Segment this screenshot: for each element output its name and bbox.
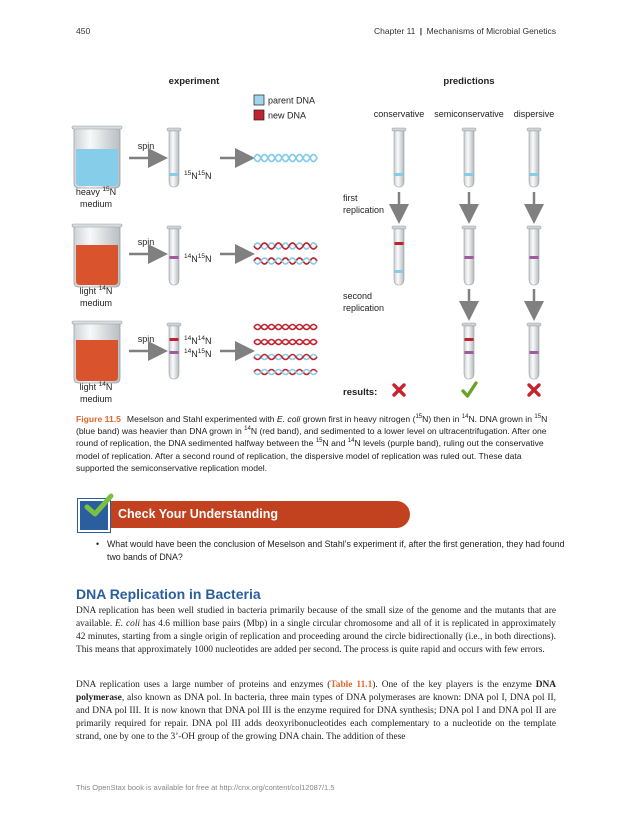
tube-label-upper: $^{14}N^{14}N$ [184, 335, 212, 346]
legend-parent-label: parent DNA [268, 95, 316, 106]
medium-label: heavy $^{15}$N [75, 186, 117, 197]
question-text: What would have been the conclusion of Meselson and Stahl’s experiment if, after the first generation, they had found two bands of DNA? [107, 539, 565, 562]
medium-label: light $^{14}$N [79, 381, 113, 392]
header-separator: | [419, 26, 423, 36]
tube-generation-0 [529, 131, 539, 187]
heavy-medium-liquid [76, 149, 118, 186]
page-number: 450 [76, 26, 91, 36]
band-blue [530, 173, 539, 176]
experiment-row-light-2 [72, 321, 317, 404]
band-blue [395, 270, 404, 273]
first-replication-label: first replication [343, 193, 385, 215]
legend-new-swatch [254, 110, 264, 120]
medium-suffix: medium [79, 394, 113, 404]
tube-generation-0 [464, 131, 474, 187]
tube-label-lower: $^{14}N^{15}N$ [184, 348, 212, 359]
band-blue [395, 173, 404, 176]
second-replication-label: second replication [343, 291, 385, 313]
result-semiconservative-check-icon [463, 383, 476, 396]
dna-helix-second-generation [254, 325, 317, 375]
band-blue [465, 173, 474, 176]
medium-label: light $^{14}$N [79, 285, 113, 296]
body-paragraph-2: DNA replication uses a large number of proteins and enzymes (Table 11.1). One of the key players is the enzyme DNA polymerase, also known as DNA pol. In bacteria, three main types of DNA polymerases are known: DNA pol I, DNA pol II, and DNA pol III. It is now known that DNA pol III is the enzyme required for DNA synthesis; DNA pol I and DNA pol II are primarily required for repair. DNA pol III adds deoxyribonucleotides each complementary to a nucleotide on the template strand, one by one to the 3’-OH group of the growing DNA chain. The addition of these [76, 680, 556, 743]
section-title: DNA Replication in Bacteria [76, 586, 261, 602]
chapter-label: Chapter 11 [373, 26, 416, 36]
check-understanding-title: Check Your Understanding [118, 507, 278, 521]
legend-new-label: new DNA [268, 110, 307, 121]
band-purple [465, 256, 474, 259]
model-semiconservative-label: semiconservative [434, 109, 504, 119]
result-dispersive-cross-icon [529, 385, 539, 395]
bullet-icon: • [96, 539, 100, 549]
light-medium-liquid [76, 340, 118, 381]
tube-generation-1 [394, 229, 404, 285]
page-footer: This OpenStax book is available for free at http://cnx.org/content/col12087/1.5 [76, 783, 335, 792]
model-conservative-label: conservative [373, 109, 425, 119]
meselson-stahl-figure [60, 66, 570, 411]
legend-parent-swatch [254, 95, 264, 105]
check-understanding-banner [78, 499, 410, 530]
prediction-conservative [392, 128, 406, 285]
chapter-title: Mechanisms of Microbial Genetics [426, 26, 556, 36]
tube-band-blue [170, 173, 179, 176]
caption-text: Meselson and Stahl experimented with E. coli grown first in heavy nitrogen ($^{15}$N) then in $^{14}$N. DNA grown in $^{15}$N (blue band) was heavier than DNA grown in $^{14}$N (red band), and sedimented to a lower level on ultracentrifugation. After one round of replication, the DNA sedimented halfway between the $^{15}$N and $^{14}$N levels (purple band), ruling out the conservative model of replication. After a second round of replication, the dispersive model of replication was ruled out. These data supported the semiconservative replication model. [76, 414, 548, 473]
checkmark-icon [84, 493, 114, 519]
tube-label: $^{14}N^{15}N$ [184, 253, 212, 264]
experiment-row-light-1 [72, 224, 317, 308]
list-item [96, 538, 566, 563]
results-label: results: [343, 387, 378, 398]
result-conservative-cross-icon [394, 385, 404, 395]
band-red [395, 242, 404, 245]
body-paragraph-1: DNA replication has been well studied in bacteria primarily because of the small size of the genome and the mutants that are available. E. coli has 4.6 million base pairs (Mbp) in a single circular chromosome and all of it is replicated in approximately 42 minutes, starting from a single origin of replication and proceeding around the circle bidirectionally (i.e., in both directions). This means that approximately 1000 nucleotides are added per second. The process is quite rapid and occurs with few errors. [76, 606, 556, 656]
band-red [465, 338, 474, 341]
running-header [374, 26, 556, 36]
heading-experiment: experiment [168, 76, 220, 87]
figure-caption [76, 413, 558, 474]
tube-label: $^{15}N^{15}N$ [184, 170, 212, 181]
spin-label: spin [137, 237, 155, 247]
band-purple [530, 256, 539, 259]
spin-label: spin [137, 334, 155, 344]
prediction-dispersive [527, 128, 541, 379]
dna-helix-parent [254, 155, 317, 162]
light-medium-liquid [76, 245, 118, 285]
tube-band-red [170, 338, 179, 341]
centrifuge-tube [169, 131, 179, 187]
spin-label: spin [137, 141, 155, 151]
dna-helix-hybrid [254, 243, 317, 264]
heading-predictions: predictions [443, 76, 495, 87]
prediction-semiconservative [462, 128, 476, 379]
experiment-row-heavy [72, 126, 317, 209]
band-purple [530, 351, 539, 354]
band-purple [465, 351, 474, 354]
tube-band-purple [170, 351, 179, 354]
medium-suffix: medium [79, 298, 113, 308]
medium-suffix: medium [79, 199, 113, 209]
tube-generation-0 [394, 131, 404, 187]
model-dispersive-label: dispersive [513, 109, 555, 119]
check-understanding-list [96, 538, 566, 563]
figure-number: Figure 11.5 [76, 414, 121, 424]
tube-band-purple [170, 256, 179, 259]
